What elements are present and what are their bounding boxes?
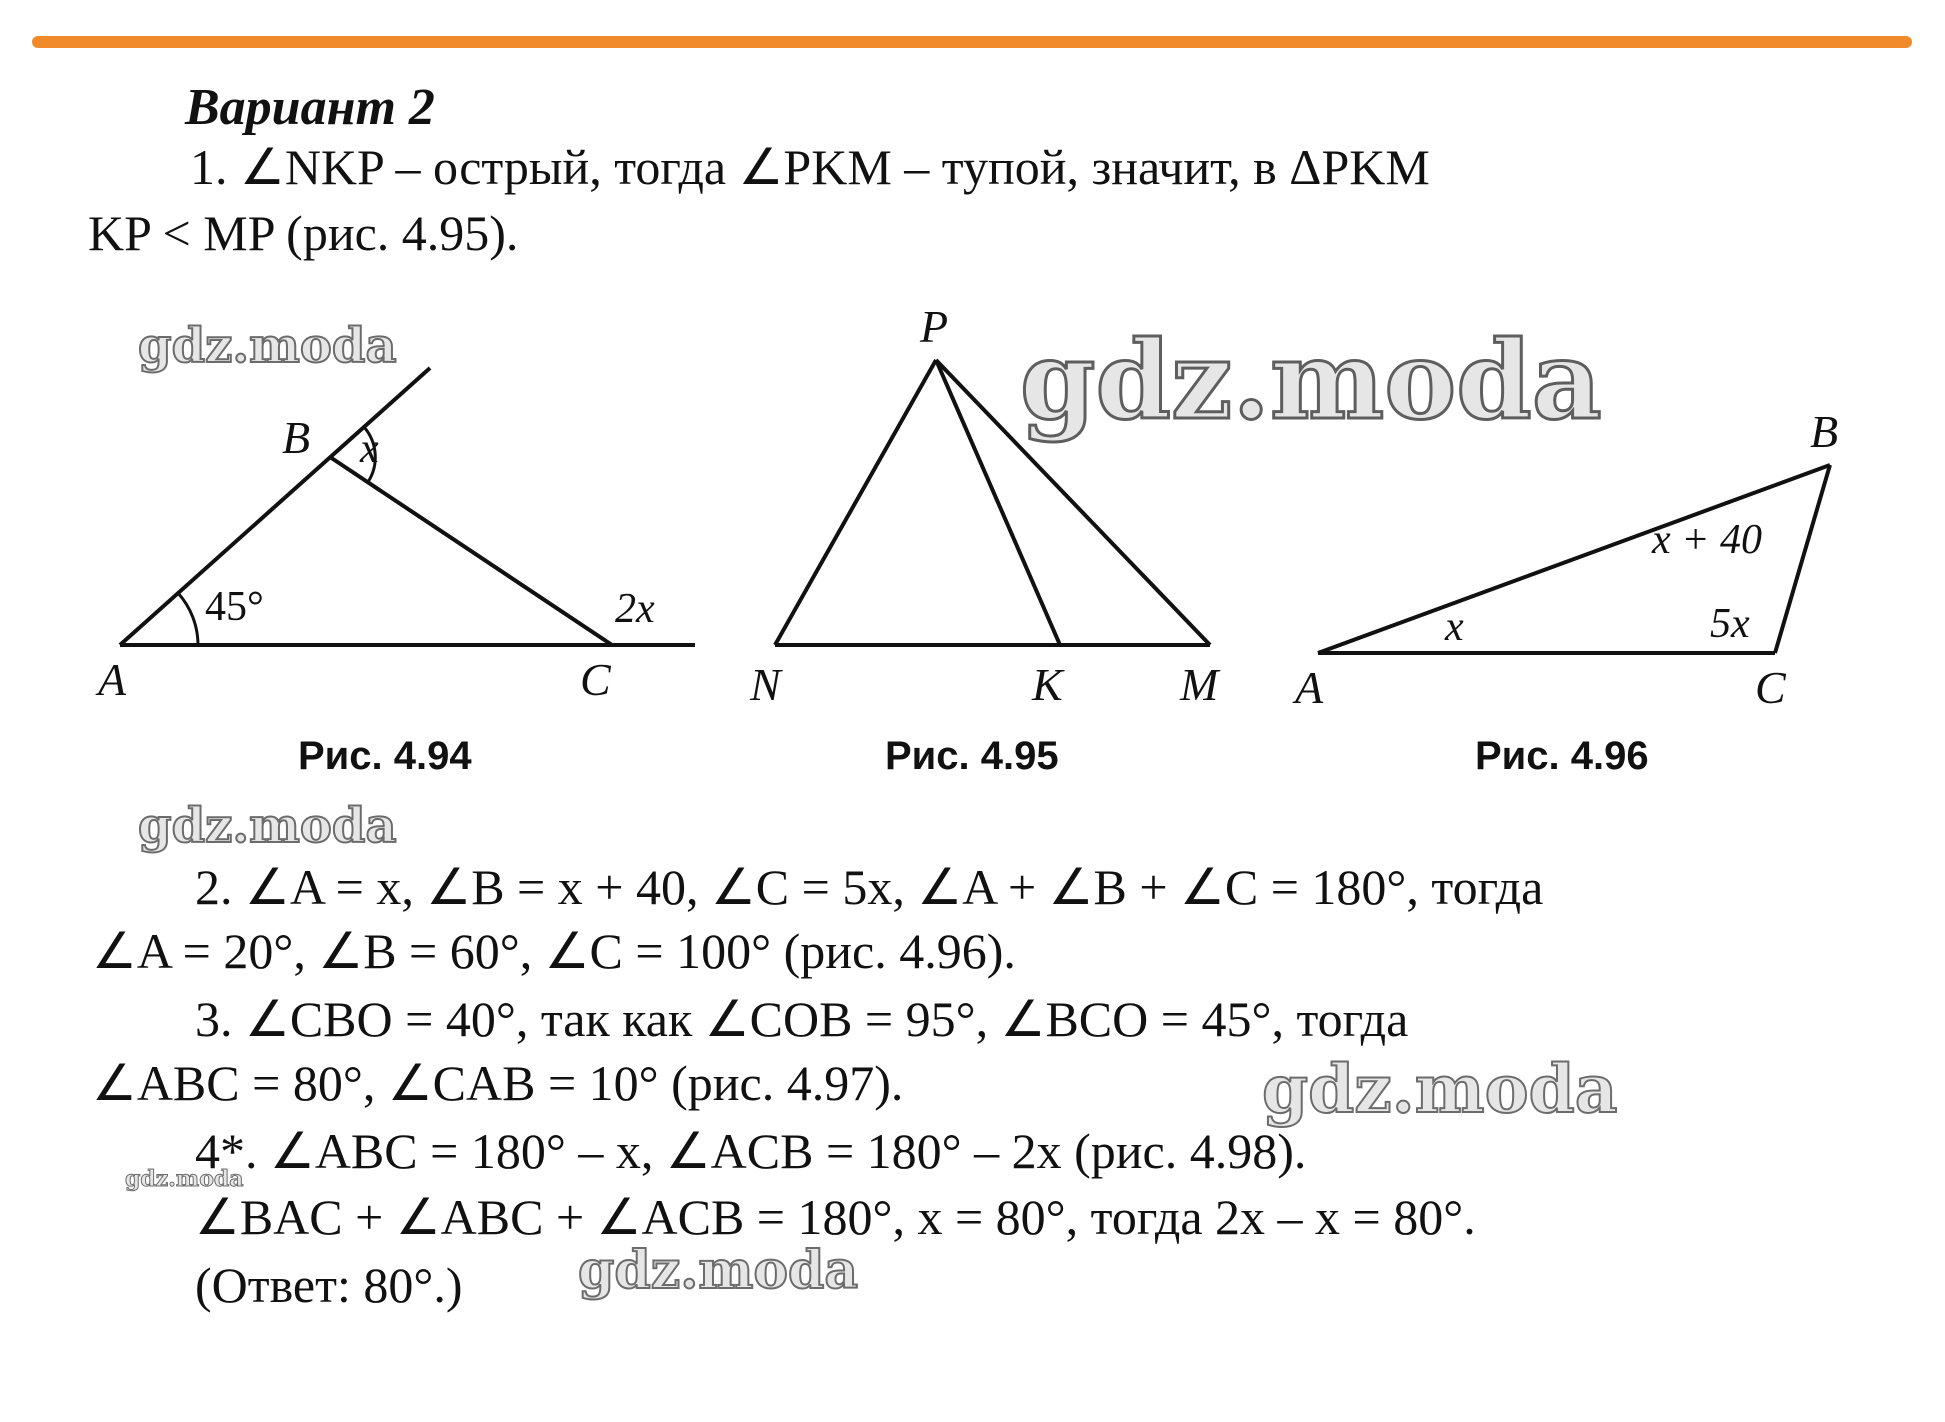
- problem-2-line-1: 2. ∠A = x, ∠B = x + 40, ∠C = 5x, ∠A + ∠B + ∠C = 180°, тогда: [195, 859, 1544, 915]
- fig94-angle-a: 45°: [205, 584, 264, 630]
- fig94-angle-b: x: [360, 426, 379, 472]
- watermark: gdz.moda: [1020, 318, 1602, 444]
- fig94-caption: Рис. 4.94: [298, 734, 472, 778]
- problem-3-line-1: 3. ∠CBO = 40°, так как ∠COB = 95°, ∠BCO = 45°, тогда: [195, 991, 1409, 1047]
- fig95-label-p: P: [920, 301, 949, 352]
- fig96-label-c: C: [1755, 662, 1786, 713]
- variant-heading: Вариант 2: [185, 79, 435, 136]
- problem-3-line-2: ∠ABC = 80°, ∠CAB = 10° (рис. 4.97).: [92, 1055, 904, 1111]
- problem-2-line-2: ∠A = 20°, ∠B = 60°, ∠C = 100° (рис. 4.96).: [92, 923, 1016, 979]
- watermark: gdz.moda: [138, 318, 397, 374]
- fig96-label-b: B: [1810, 406, 1839, 457]
- watermark: gdz.moda: [125, 1166, 244, 1192]
- watermark: gdz.moda: [1262, 1050, 1618, 1128]
- fig96-angle-a: x: [1445, 604, 1464, 650]
- fig96-angle-b: x + 40: [1652, 517, 1762, 563]
- problem-1-line-2: KP < MP (рис. 4.95).: [88, 205, 519, 261]
- header-divider: [32, 36, 1912, 48]
- fig94-label-c: C: [580, 654, 611, 705]
- fig96-caption: Рис. 4.96: [1475, 734, 1649, 778]
- watermark: gdz.moda: [578, 1240, 859, 1301]
- fig96-label-a: A: [1295, 662, 1324, 713]
- fig95-label-n: N: [750, 659, 781, 710]
- problem-4-answer: (Ответ: 80°.): [195, 1257, 463, 1313]
- fig95-label-k: K: [1032, 659, 1063, 710]
- problem-4-line-2: ∠BAC + ∠ABC + ∠ACB = 180°, x = 80°, тогда 2x – x = 80°.: [195, 1189, 1476, 1245]
- fig94-label-b: B: [282, 412, 311, 463]
- fig95-caption: Рис. 4.95: [885, 734, 1059, 778]
- fig96-angle-c: 5x: [1710, 601, 1750, 647]
- fig95-label-m: M: [1180, 659, 1219, 710]
- problem-1-line-1: 1. ∠NKP – острый, тогда ∠PKM – тупой, значит, в ΔPKM: [190, 139, 1430, 195]
- figure-4-94: [90, 350, 710, 730]
- fig94-angle-c: 2x: [615, 586, 655, 632]
- watermark: gdz.moda: [138, 798, 397, 854]
- fig94-label-a: A: [98, 654, 127, 705]
- figure-4-96: [1290, 405, 1850, 725]
- problem-4-line-1: 4*. ∠ABC = 180° – x, ∠ACB = 180° – 2x (рис. 4.98).: [195, 1123, 1307, 1179]
